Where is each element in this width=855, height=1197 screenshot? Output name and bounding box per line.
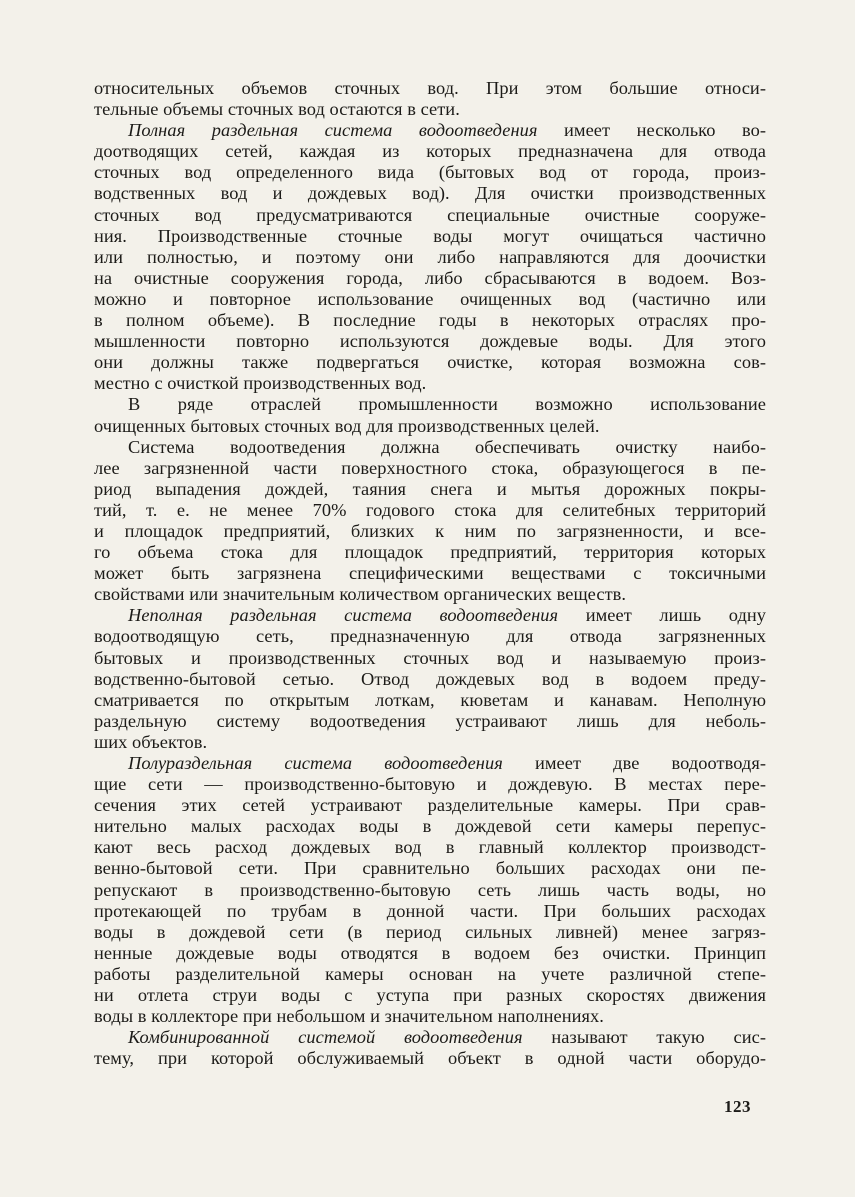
body-text [94,78,766,1069]
text-line [94,458,766,479]
italic-term: Комбинированной системой водоотведения [128,1027,523,1048]
text-line [94,605,766,626]
text-line [94,373,766,394]
text-span: мышленности повторно используются дождевые воды. Для этого [94,331,766,352]
text-line [94,268,766,289]
text-span: тему, при которой обслуживаемый объект в одной части оборудо- [94,1048,766,1069]
text-span: репускают в производственно-бытовую сеть лишь часть воды, но [94,879,766,900]
text-line [94,837,766,858]
text-span: может быть загрязнена специфическими веществами с токсичными [94,563,766,584]
text-line [94,816,766,837]
text-span: доотводящих сетей, каждая из которых предназначена для отвода [94,141,766,162]
italic-term: Неполная раздельная система водоотведения [128,605,559,626]
text-span: называют такую сис- [522,1027,766,1048]
text-line [94,964,766,985]
text-line [94,1006,766,1027]
text-line [94,247,766,268]
text-line [94,183,766,204]
text-line [94,162,766,183]
text-span: на очистные сооружения города, либо сбрасываются в водоем. Воз- [94,267,766,288]
text-line [94,205,766,226]
text-line [94,774,766,795]
text-line [94,648,766,669]
text-span: раздельную систему водоотведения устраивают лишь для неболь- [94,710,766,731]
italic-term: Полная раздельная система водоотведения [128,120,538,141]
text-line [94,437,766,458]
text-line [94,500,766,521]
text-span: ния. Производственные сточные воды могут очищаться частично [94,225,766,246]
text-span: в полном объеме). В последние годы в некоторых отраслях про- [94,310,766,331]
text-line [94,943,766,964]
text-span: водственно-бытовой сетью. Отвод дождевых вод в водоем преду- [94,668,766,689]
text-line [94,310,766,331]
text-span: го объема стока для площадок предприятий, территория которых [94,542,766,563]
text-line [94,1048,766,1069]
text-line [94,753,766,774]
text-span: лее загрязненной части поверхностного стока, образующегося в пе- [94,457,766,478]
text-span: ненные дождевые воды отводятся в водоем без очистки. Принцип [94,942,766,963]
text-line [94,521,766,542]
text-line [94,416,766,437]
text-line [94,78,766,99]
text-span: имеет несколько во- [537,120,766,141]
italic-term: Полураздельная система водоотведения [128,753,503,773]
text-span: тельные объемы сточных вод остаются в сети. [94,99,460,120]
page-number: 123 [724,1097,751,1116]
text-span: протекающей по трубам в донной части. При больших расходах [94,900,766,921]
text-span: венно-бытовой сети. При сравнительно больших расходах они пе- [94,858,766,879]
text-line [94,1027,766,1048]
text-span: свойствами или значительным количеством органических веществ. [94,584,627,605]
text-line [94,479,766,500]
text-span: сточных вод предусматриваются специальные очистные сооруже- [94,204,766,225]
text-span: водоотводящую сеть, предназначенную для отвода загрязненных [94,626,766,647]
text-span: тий, т. е. не менее 70% годового стока для селитебных территорий [94,499,766,520]
text-line [94,226,766,247]
text-span: относительных объемов сточных вод. При этом большие относи- [94,78,766,98]
text-line [94,542,766,563]
text-span: риод выпадения дождей, таяния снега и мытья дорожных покры- [94,478,766,499]
text-span: сточных вод определенного вида (бытовых вод от города, произ- [94,162,766,183]
text-line [94,352,766,373]
text-span: имеет две водоотводя- [502,753,767,773]
text-span: кают весь расход дождевых вод в главный коллектор производст- [94,837,766,858]
text-span: сечения этих сетей устраивают разделительные камеры. При срав- [94,795,766,816]
text-span: можно и повторное использование очищенных вод (частично или [94,288,766,309]
text-line [94,120,766,141]
text-line [94,690,766,711]
text-span: они должны также подвергаться очистке, которая возможна сов- [94,352,766,373]
text-line [94,584,766,605]
text-line [94,732,766,753]
text-span: В ряде отраслей промышленности возможно использование [128,394,766,415]
text-line [94,99,766,120]
text-line [94,331,766,352]
text-span: бытовых и производственных сточных вод и называемую произ- [94,647,766,668]
text-span: ни отлета струи воды с уступа при разных скоростях движения [94,985,766,1006]
text-line [94,880,766,901]
text-span: или полностью, и поэтому они либо направляются для доочистки [94,246,766,267]
text-line [94,626,766,647]
text-line [94,858,766,879]
text-line [94,563,766,584]
text-span: воды в коллекторе при небольшом и значительном наполнениях. [94,1006,604,1027]
text-span: нительно малых расходах воды в дождевой сети камеры перепус- [94,816,766,837]
text-line [94,985,766,1006]
text-span: ших объектов. [94,731,208,752]
text-line [94,795,766,816]
text-span: водственных вод и дождевых вод). Для очистки производственных [94,183,766,204]
text-span: очищенных бытовых сточных вод для производственных целей. [94,415,600,436]
text-line [94,711,766,732]
text-span: местно с очисткой производственных вод. [94,373,427,394]
text-span: воды в дождевой сети (в период сильных ливней) менее загряз- [94,921,766,942]
text-span: работы разделительной камеры основан на учете различной степе- [94,963,766,984]
text-line [94,922,766,943]
text-span: имеет лишь одну [558,605,766,626]
text-line [94,901,766,922]
text-line [94,289,766,310]
text-span: сматривается по открытым лоткам, кюветам и канавам. Неполную [94,689,766,710]
text-line [94,394,766,415]
text-span: Система водоотведения должна обеспечивать очистку наибо- [128,436,766,457]
text-span: и площадок предприятий, близких к ним по загрязненности, и все- [94,520,766,541]
text-line [94,669,766,690]
text-line [94,141,766,162]
text-span: щие сети — производственно-бытовую и дождевую. В местах пере- [94,774,766,795]
